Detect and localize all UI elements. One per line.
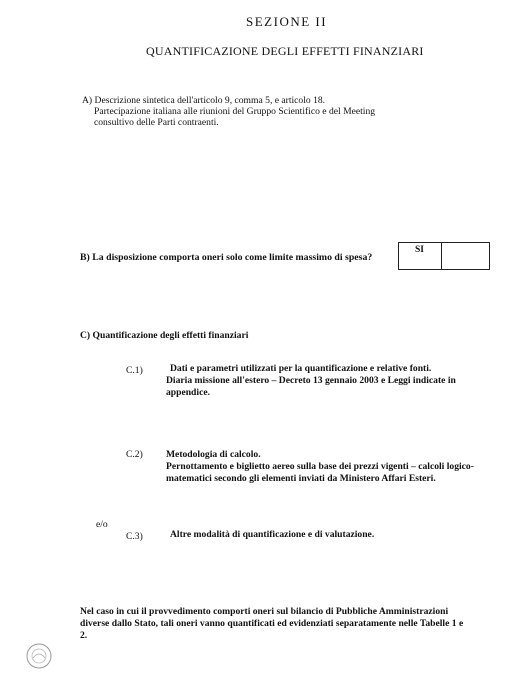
section-a-line-2: consultivo delle Parti contraenti. [94, 117, 219, 128]
page-title: QUANTIFICAZIONE DEGLI EFFETTI FINANZIARI [146, 44, 424, 58]
section-heading: SEZIONE II [246, 14, 328, 29]
c2-line-1: Pernottamento e biglietto aereo sulla base dei prezzi vigenti – calcoli logico- [166, 461, 474, 472]
section-a-title: A) Descrizione sintetica dell'articolo 9, comma 5, e articolo 18. [82, 95, 326, 106]
answer-si-cell: SI [399, 243, 442, 269]
c2-line-2: matematici secondo gli elementi inviati da Ministero Affari Esteri. [166, 473, 436, 484]
footer-note-line-1: Nel caso in cui il provvedimento comporti oneri sul bilancio di Pubbliche Amministrazioni [80, 606, 449, 617]
c1-title: Dati e parametri utilizzati per la quantificazione e relative fonti. [170, 363, 432, 374]
footer-note-line-2: diverse dallo Stato, tali oneri vanno quantificati ed evidenziati separatamente nelle Tabelle 1 e [80, 618, 464, 629]
c3-title: Altre modalità di quantificazione e di valutazione. [170, 529, 375, 540]
section-c-title: C) Quantificazione degli effetti finanziari [80, 330, 249, 341]
c1-line-1: Diaria missione all'estero – Decreto 13 gennaio 2003 e Leggi indicate in [166, 375, 456, 386]
answer-box [398, 242, 490, 270]
footer-note-line-3: 2. [80, 630, 88, 641]
c3-label: C.3) [126, 531, 143, 542]
answer-empty-cell [442, 243, 489, 269]
c1-line-2: appendice. [166, 387, 210, 398]
c1-label: C.1) [126, 365, 143, 376]
c2-title: Metodologia di calcolo. [166, 449, 261, 460]
c2-label: C.2) [126, 449, 143, 460]
connector-text: e/o [96, 519, 108, 530]
section-a-line-1: Partecipazione italiana alle riunioni del Gruppo Scientifico e del Meeting [94, 106, 376, 117]
section-b-question: B) La disposizione comporta oneri solo come limite massimo di spesa? [80, 252, 373, 263]
stamp-seal-icon [24, 642, 54, 670]
